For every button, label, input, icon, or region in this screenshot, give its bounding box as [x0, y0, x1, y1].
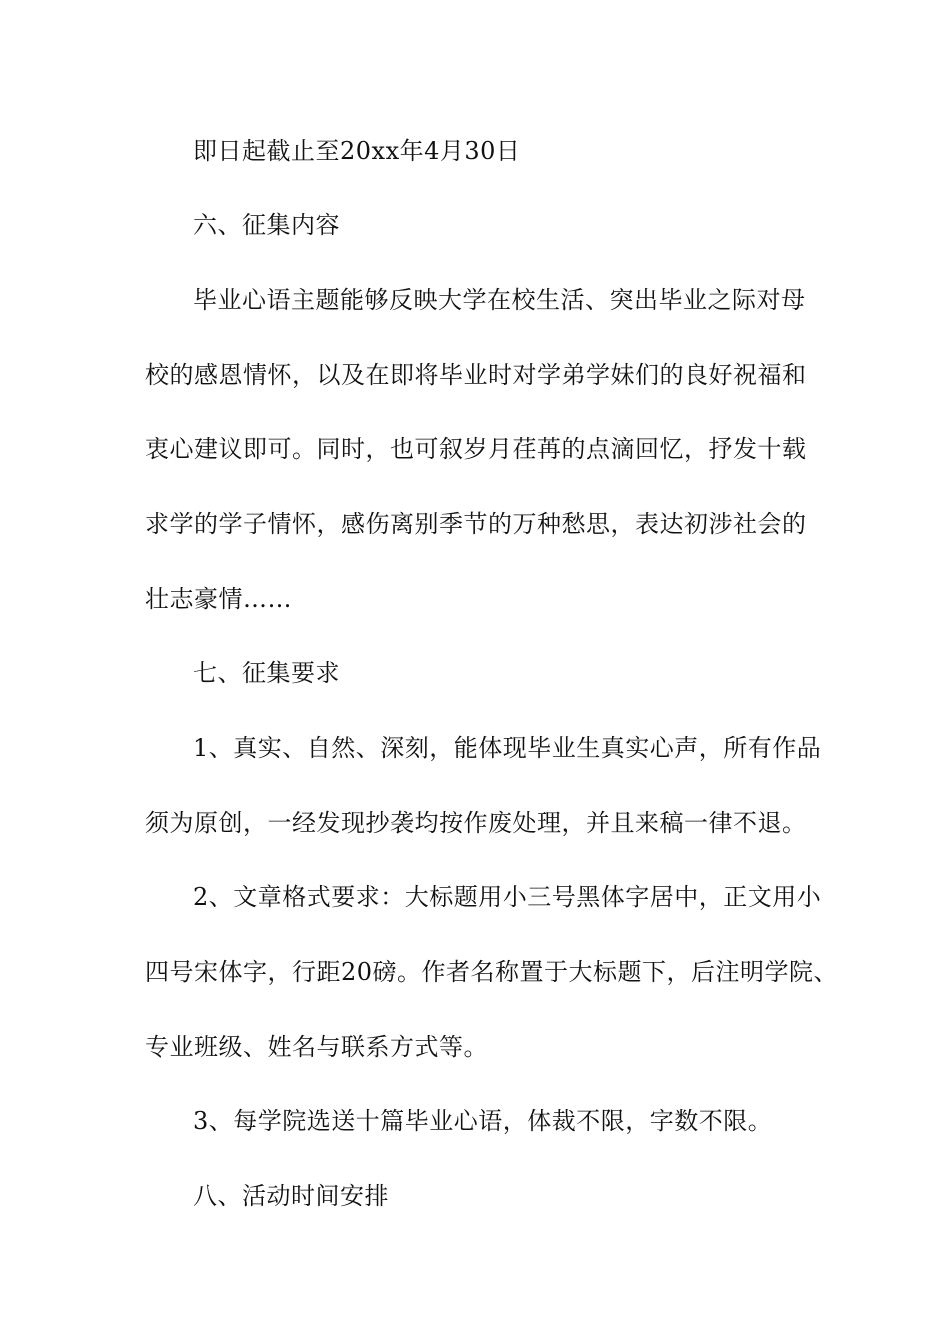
paragraph-line: 衷心建议即可。同时，也可叙岁月荏苒的点滴回忆，抒发十载 — [145, 435, 807, 463]
paragraph-line: 须为原创，一经发现抄袭均按作废处理，并且来稿一律不退。 — [145, 809, 807, 837]
requirement-item-3: 3、每学院选送十篇毕业心语，体裁不限，字数不限。 — [193, 1107, 773, 1135]
section-heading-schedule: 八、活动时间安排 — [193, 1182, 389, 1210]
deadline-text: 即日起截止至20xx年4月30日 — [193, 137, 521, 165]
paragraph-line: 毕业心语主题能够反映大学在校生活、突出毕业之际对母 — [193, 286, 806, 314]
requirement-item-2: 2、文章格式要求：大标题用小三号黑体字居中，正文用小 — [193, 883, 822, 911]
paragraph-line: 校的感恩情怀，以及在即将毕业时对学弟学妹们的良好祝福和 — [145, 361, 807, 389]
paragraph-line: 四号宋体字，行距20磅。作者名称置于大标题下，后注明学院、 — [145, 958, 839, 986]
section-heading-requirements: 七、征集要求 — [193, 659, 340, 687]
paragraph-line: 壮志豪情…… — [145, 585, 292, 613]
requirement-item-1: 1、真实、自然、深刻，能体现毕业生真实心声，所有作品 — [193, 734, 822, 762]
section-heading-content: 六、征集内容 — [193, 211, 340, 239]
paragraph-line: 专业班级、姓名与联系方式等。 — [145, 1033, 488, 1061]
paragraph-line: 求学的学子情怀，感伤离别季节的万种愁思，表达初涉社会的 — [145, 510, 807, 538]
